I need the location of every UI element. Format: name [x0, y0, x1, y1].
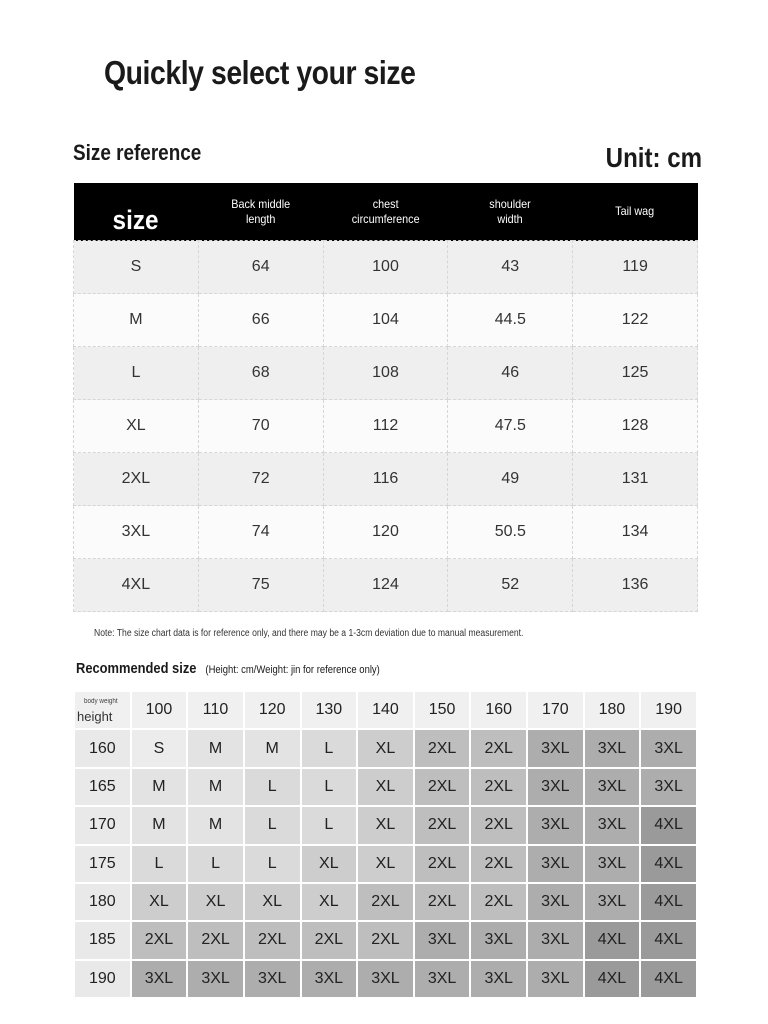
size-row: [74, 559, 698, 612]
cell-shoulder-width: 49: [448, 453, 573, 506]
recommended-size-cell: 2XL: [471, 807, 526, 843]
cell-shoulder-width: 46: [448, 347, 573, 400]
height-row: [75, 884, 696, 920]
recommended-size-cell: 3XL: [528, 922, 583, 958]
corner-height-label: height: [77, 709, 113, 725]
size-row: [74, 453, 698, 506]
size-row: [74, 241, 698, 294]
unit-label: Unit: cm: [605, 142, 702, 173]
cell-shoulder-width: 43: [448, 241, 573, 294]
size-reference-table: [73, 183, 698, 612]
cell-shoulder-width: 50.5: [448, 506, 573, 559]
recommended-size-cell: 3XL: [528, 807, 583, 843]
recommended-size-cell: XL: [358, 730, 413, 766]
header-tail-wag: Tail wag: [573, 183, 698, 241]
cell-tail-wag: 134: [573, 506, 698, 559]
recommended-size-cell: 4XL: [641, 922, 696, 958]
size-row: [74, 347, 698, 400]
cell-back-middle-length: 64: [198, 241, 323, 294]
height-header-cell: 190: [75, 961, 130, 997]
height-row: [75, 807, 696, 843]
recommended-size-cell: L: [245, 769, 300, 805]
cell-chest-circumference: 108: [323, 347, 448, 400]
cell-shoulder-width: 52: [448, 559, 573, 612]
cell-shoulder-width: 44.5: [448, 294, 573, 347]
height-row: [75, 846, 696, 882]
weight-header-cell: 180: [585, 692, 640, 728]
recommended-size-cell: 3XL: [188, 961, 243, 997]
recommended-size-grid: [73, 690, 698, 999]
cell-size: 3XL: [74, 506, 199, 559]
recommended-size-cell: M: [188, 769, 243, 805]
cell-size: S: [74, 241, 199, 294]
height-header-cell: 185: [75, 922, 130, 958]
recommended-size-cell: XL: [358, 846, 413, 882]
cell-back-middle-length: 70: [198, 400, 323, 453]
recommended-size-cell: 3XL: [528, 884, 583, 920]
recommended-size-cell: 3XL: [132, 961, 187, 997]
size-reference-header-row: [74, 183, 698, 241]
cell-chest-circumference: 124: [323, 559, 448, 612]
cell-size: L: [74, 347, 199, 400]
weight-header-row: [75, 692, 696, 728]
recommended-size-cell: 2XL: [471, 884, 526, 920]
height-header-cell: 180: [75, 884, 130, 920]
cell-back-middle-length: 75: [198, 559, 323, 612]
recommended-size-cell: M: [188, 730, 243, 766]
recommended-size-cell: 2XL: [415, 884, 470, 920]
recommended-size-cell: M: [132, 769, 187, 805]
size-row: [74, 506, 698, 559]
page-title: Quickly select your size: [104, 54, 416, 91]
recommended-size-cell: 3XL: [415, 922, 470, 958]
recommended-size-cell: 2XL: [471, 730, 526, 766]
cell-shoulder-width: 47.5: [448, 400, 573, 453]
recommended-size-cell: 2XL: [245, 922, 300, 958]
recommended-size-cell: 2XL: [415, 769, 470, 805]
cell-size: XL: [74, 400, 199, 453]
recommended-size-cell: 2XL: [132, 922, 187, 958]
weight-header-cell: 150: [415, 692, 470, 728]
recommended-size-cell: 3XL: [471, 961, 526, 997]
cell-chest-circumference: 112: [323, 400, 448, 453]
recommended-size-cell: L: [245, 846, 300, 882]
recommended-size-cell: 3XL: [641, 730, 696, 766]
recommended-size-cell: 4XL: [641, 807, 696, 843]
header-shoulder-width: shoulder width: [448, 183, 573, 241]
recommended-size-cell: 2XL: [188, 922, 243, 958]
cell-chest-circumference: 116: [323, 453, 448, 506]
recommended-size-cell: 4XL: [641, 884, 696, 920]
recommended-size-cell: 3XL: [528, 961, 583, 997]
size-reference-title: Size reference: [73, 140, 202, 165]
recommended-size-cell: 3XL: [528, 730, 583, 766]
cell-size: M: [74, 294, 199, 347]
cell-back-middle-length: 72: [198, 453, 323, 506]
recommended-size-cell: 3XL: [528, 846, 583, 882]
cell-chest-circumference: 100: [323, 241, 448, 294]
height-row: [75, 961, 696, 997]
recommended-size-cell: 3XL: [585, 846, 640, 882]
cell-size: 4XL: [74, 559, 199, 612]
weight-header-cell: 160: [471, 692, 526, 728]
recommended-size-cell: 2XL: [358, 884, 413, 920]
recommended-size-cell: 2XL: [358, 922, 413, 958]
recommended-size-cell: M: [188, 807, 243, 843]
weight-header-cell: 100: [132, 692, 187, 728]
height-row: [75, 730, 696, 766]
height-row: [75, 769, 696, 805]
recommended-size-cell: XL: [302, 846, 357, 882]
header-chest-circumference: chest circumference: [323, 183, 448, 241]
recommended-title-main: Recommended size: [76, 660, 197, 677]
recommended-size-cell: 3XL: [585, 807, 640, 843]
recommended-size-cell: 3XL: [585, 769, 640, 805]
weight-header-cell: 110: [188, 692, 243, 728]
cell-tail-wag: 136: [573, 559, 698, 612]
cell-tail-wag: 125: [573, 347, 698, 400]
recommended-size-cell: 3XL: [358, 961, 413, 997]
recommended-size-cell: 2XL: [415, 730, 470, 766]
recommended-size-cell: L: [188, 846, 243, 882]
cell-size: 2XL: [74, 453, 199, 506]
header-size: size: [74, 183, 199, 241]
recommended-size-cell: XL: [358, 807, 413, 843]
cell-tail-wag: 131: [573, 453, 698, 506]
recommended-size-cell: 4XL: [585, 961, 640, 997]
cell-chest-circumference: 104: [323, 294, 448, 347]
height-row: [75, 922, 696, 958]
recommended-size-cell: L: [132, 846, 187, 882]
recommended-title-sub: (Height: cm/Weight: jin for reference only): [205, 664, 380, 676]
recommended-size-cell: XL: [358, 769, 413, 805]
weight-header-cell: 120: [245, 692, 300, 728]
recommended-size-cell: M: [132, 807, 187, 843]
recommended-size-cell: 3XL: [585, 884, 640, 920]
recommended-size-cell: 3XL: [528, 769, 583, 805]
height-header-cell: 175: [75, 846, 130, 882]
recommended-size-cell: 3XL: [471, 922, 526, 958]
recommended-size-cell: 3XL: [641, 769, 696, 805]
grid-corner: [75, 692, 130, 728]
recommended-size-cell: 2XL: [415, 846, 470, 882]
size-row: [74, 294, 698, 347]
recommended-size-cell: XL: [245, 884, 300, 920]
recommended-size-cell: L: [302, 730, 357, 766]
recommended-size-cell: 2XL: [415, 807, 470, 843]
recommended-size-cell: 3XL: [585, 730, 640, 766]
recommended-size-cell: XL: [302, 884, 357, 920]
recommended-size-cell: 4XL: [585, 922, 640, 958]
recommended-size-cell: 4XL: [641, 961, 696, 997]
weight-header-cell: 170: [528, 692, 583, 728]
recommended-size-cell: 2XL: [302, 922, 357, 958]
cell-tail-wag: 119: [573, 241, 698, 294]
recommended-size-cell: 2XL: [471, 846, 526, 882]
cell-tail-wag: 122: [573, 294, 698, 347]
recommended-size-cell: XL: [132, 884, 187, 920]
height-header-cell: 160: [75, 730, 130, 766]
measurement-note: Note: The size chart data is for reference only, and there may be a 1-3cm deviation due to manual measurement.: [94, 628, 524, 639]
size-row: [74, 400, 698, 453]
weight-header-cell: 140: [358, 692, 413, 728]
recommended-size-cell: M: [245, 730, 300, 766]
recommended-size-cell: 3XL: [245, 961, 300, 997]
cell-back-middle-length: 66: [198, 294, 323, 347]
recommended-size-cell: L: [245, 807, 300, 843]
weight-header-cell: 130: [302, 692, 357, 728]
cell-chest-circumference: 120: [323, 506, 448, 559]
recommended-size-cell: L: [302, 807, 357, 843]
recommended-size-cell: S: [132, 730, 187, 766]
recommended-size-cell: 3XL: [415, 961, 470, 997]
cell-back-middle-length: 74: [198, 506, 323, 559]
corner-weight-label: body weight: [84, 698, 118, 705]
cell-tail-wag: 128: [573, 400, 698, 453]
header-back-middle-length: Back middle length: [198, 183, 323, 241]
recommended-size-cell: 3XL: [302, 961, 357, 997]
recommended-size-cell: 4XL: [641, 846, 696, 882]
recommended-size-cell: L: [302, 769, 357, 805]
weight-header-cell: 190: [641, 692, 696, 728]
height-header-cell: 170: [75, 807, 130, 843]
recommended-size-title: [76, 660, 380, 678]
recommended-size-cell: 2XL: [471, 769, 526, 805]
recommended-size-cell: XL: [188, 884, 243, 920]
height-header-cell: 165: [75, 769, 130, 805]
cell-back-middle-length: 68: [198, 347, 323, 400]
